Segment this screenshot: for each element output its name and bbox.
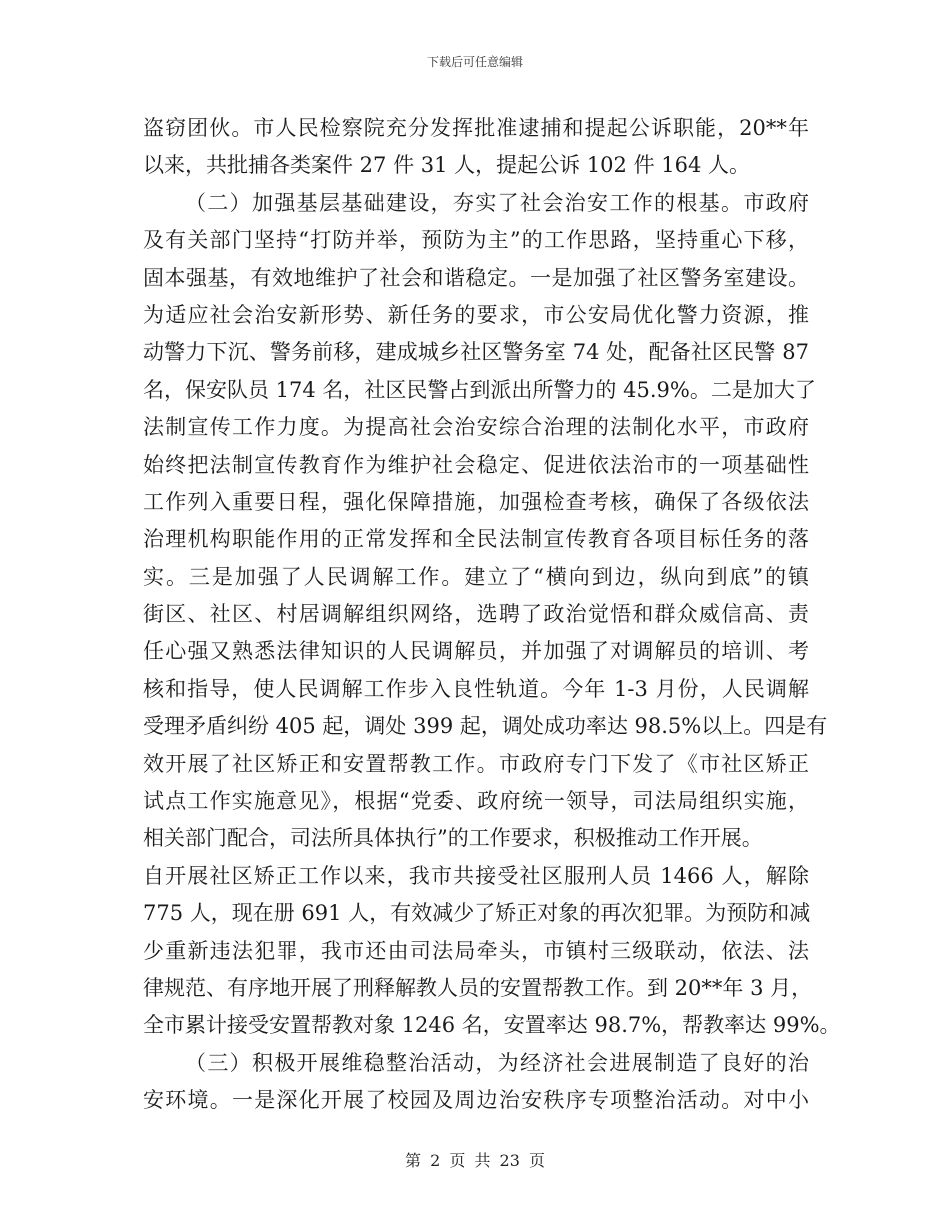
text-line: 固本强基，有效地维护了社会和谐稳定。一是加强了社区警务室建设。 (143, 265, 809, 290)
text-line: （二）加强基层基础建设，夯实了社会治安工作的根基。市政府 (185, 190, 809, 215)
text-line: 及有关部门坚持“打防并举，预防为主”的工作思路，坚持重心下移， (143, 228, 809, 253)
text-line: 盗窃团伙。市人民检察院充分发挥批准逮捕和提起公诉职能，20**年 (143, 116, 809, 140)
text-line: 试点工作实施意见》，根据“党委、政府统一领导，司法局组织实施， (143, 789, 809, 814)
text-line: （三）积极开展维稳整治活动，为经济社会进展制造了良好的治 (185, 1050, 809, 1075)
text-line: 775 人，现在册 691 人，有效减少了矫正对象的再次犯罪。为预防和减 (143, 901, 811, 926)
text-line: 全市累计接受安置帮教对象 1246 名，安置率达 98.7%，帮教率达 99%。 (143, 1013, 841, 1038)
page-header: 下载后可任意编辑 (426, 55, 523, 69)
text-line: 少重新违法犯罪，我市还由司法局牵头，市镇村三级联动，依法、法 (143, 938, 809, 963)
text-line: 任心强又熟悉法律知识的人民调解员，并加强了对调解员的培训、考 (143, 639, 809, 664)
text-line: 法制宣传工作力度。为提高社会治安综合治理的法制化水平，市政府 (143, 415, 809, 440)
text-line: 治理机构职能作用的正常发挥和全民法制宣传教育各项目标任务的落 (143, 527, 809, 552)
text-line: 动警力下沉、警务前移，建成城乡社区警务室 74 处，配备社区民警 87 (143, 340, 809, 365)
text-line: 受理矛盾纠纷 405 起，调处 399 起，调处成功率达 98.5%以上。四是有 (143, 714, 828, 739)
text-line: 律规范、有序地开展了刑释解教人员的安置帮教工作。到 20**年 3 月， (143, 975, 813, 1000)
text-line: 街区、社区、村居调解组织网络，选聘了政治觉悟和群众威信高、责 (143, 602, 809, 627)
text-line: 效开展了社区矫正和安置帮教工作。市政府专门下发了《市社区矫正 (143, 751, 809, 776)
text-line: 工作列入重要日程，强化保障措施，加强检查考核，确保了各级依法 (143, 489, 809, 514)
text-line: 以来，共批捕各类案件 27 件 31 人，提起公诉 102 件 164 人。 (143, 153, 751, 178)
document-body (143, 110, 841, 1120)
text-line: 安环境。一是深化开展了校园及周边治安秩序专项整治活动。对中小 (143, 1088, 809, 1113)
text-line: 自开展社区矫正工作以来，我市共接受社区服刑人员 1466 人，解除 (143, 863, 809, 888)
page-footer: 第 2 页 共 23 页 (405, 1151, 545, 1170)
text-line: 始终把法制宣传教育作为维护社会稳定、促进依法治市的一项基础性 (143, 452, 809, 477)
text-line: 名，保安队员 174 名，社区民警占到派出所警力的 45.9%。二是加大了 (143, 377, 816, 402)
text-line: 相关部门配合，司法所具体执行”的工作要求，积极推动工作开展。 (143, 826, 763, 851)
text-line: 实。三是加强了人民调解工作。建立了“横向到边，纵向到底”的镇 (143, 564, 809, 589)
text-line: 为适应社会治安新形势、新任务的要求，市公安局优化警力资源，推 (143, 302, 809, 327)
text-line: 核和指导，使人民调解工作步入良性轨道。今年 1-3 月份，人民调解 (143, 676, 809, 701)
